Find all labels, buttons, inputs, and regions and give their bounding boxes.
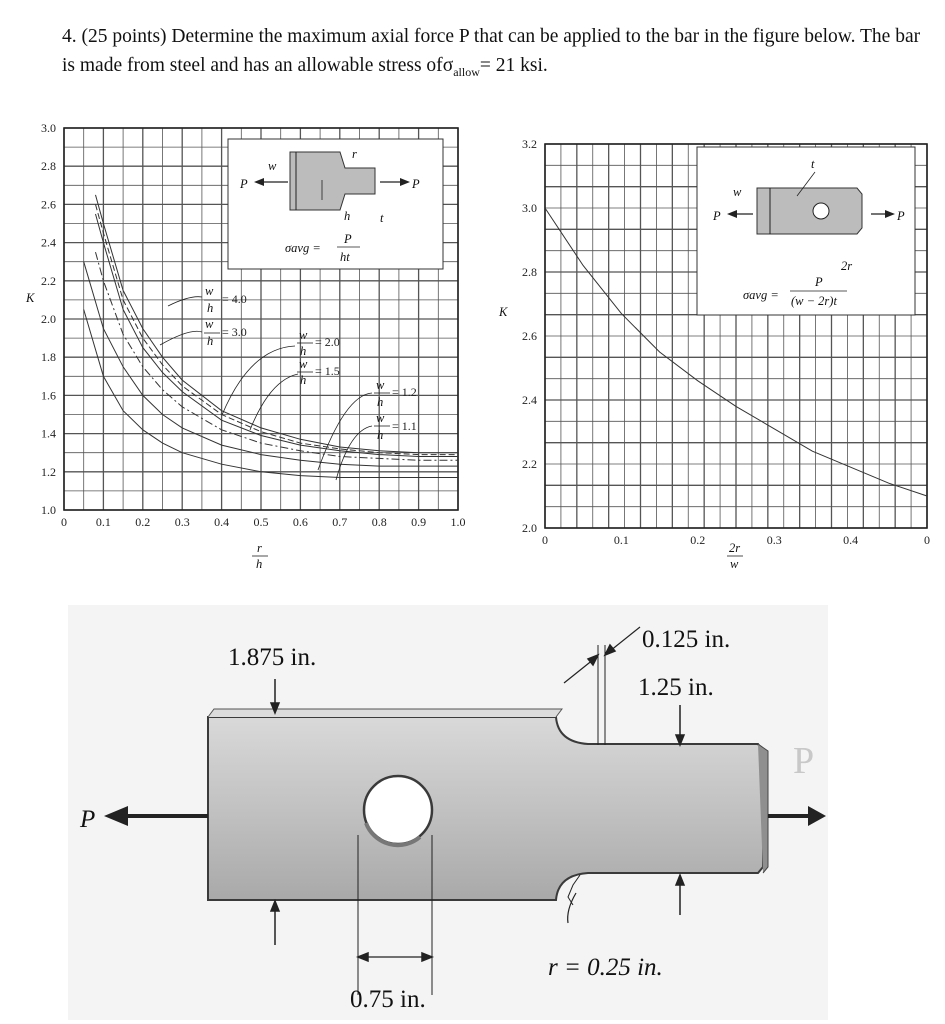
y-tick-label: 2.6 xyxy=(522,329,537,343)
problem-statement xyxy=(62,22,922,87)
bar-figure xyxy=(68,605,828,1020)
x-tick-label: 0.1 xyxy=(95,515,111,529)
fillet-inset xyxy=(228,139,443,269)
x-tick-label: 0.4 xyxy=(843,533,859,547)
x-tick-label: 0 xyxy=(924,533,930,547)
allowable-stress: = 21 ksi. xyxy=(479,55,548,76)
problem-text: Determine the maximum axial force P that can be applied to the bar in the figure below. The bar is made from steel and has an allowable stress of xyxy=(62,26,921,76)
fillet-x-label-num: r xyxy=(257,541,262,555)
annotation-w3-label: = 3.0 xyxy=(222,325,247,339)
inset2-formula-den: (w − 2r)t xyxy=(791,294,837,308)
svg-text:= 4.0: = 4.0 xyxy=(222,292,247,306)
sigma-subscript: allow xyxy=(453,64,480,79)
y-tick-label: 3.0 xyxy=(522,201,537,215)
y-tick-label: 1.6 xyxy=(41,388,56,403)
y-tick-label: 3.0 xyxy=(41,121,56,135)
svg-text:w: w xyxy=(205,317,214,331)
annotation-w12-label: = 1.2 xyxy=(392,385,417,399)
x-tick-label: 0.5 xyxy=(253,515,269,529)
inset2-w: w xyxy=(733,185,742,199)
fillet-annotations xyxy=(204,284,417,442)
inset-h: h xyxy=(344,209,351,223)
inset2-formula-num: P xyxy=(815,275,823,289)
hole-x-label-num: 2r xyxy=(729,541,741,555)
x-tick-label: 0.3 xyxy=(174,515,190,529)
inset2-t: t xyxy=(811,157,815,171)
problem-points: (25 points) xyxy=(81,26,167,47)
fillet-x-label-den: h xyxy=(256,557,263,571)
y-tick-label: 2.2 xyxy=(41,273,56,288)
dim-hole-label: 0.75 in. xyxy=(350,986,426,1013)
svg-text:h: h xyxy=(207,301,214,315)
svg-text:w: w xyxy=(376,378,385,392)
svg-text:w: w xyxy=(299,357,308,371)
svg-text:h: h xyxy=(377,395,384,409)
y-tick-label: 2.8 xyxy=(522,265,537,279)
y-tick-label: 1.2 xyxy=(41,464,56,479)
inset-formula-den: ht xyxy=(340,250,350,264)
annotation-w4: w xyxy=(205,284,214,298)
svg-text:w: w xyxy=(376,411,385,425)
y-tick-label: 2.0 xyxy=(41,312,56,326)
annotation-w11-label: = 1.1 xyxy=(392,419,417,433)
problem-number: 4. xyxy=(62,26,77,47)
radius-label: r = 0.25 in. xyxy=(548,954,663,981)
x-tick-label: 0.9 xyxy=(411,515,427,529)
x-tick-label: 0.6 xyxy=(292,515,308,529)
inset2-force-right: P xyxy=(897,209,905,223)
dim-wide-label: 1.875 in. xyxy=(228,644,317,671)
y-tick-label: 3.2 xyxy=(522,137,537,151)
y-tick-label: 1.8 xyxy=(41,350,56,365)
svg-text:h: h xyxy=(377,428,384,442)
series-line-4 xyxy=(84,262,458,466)
y-tick-label: 2.4 xyxy=(522,393,537,407)
x-tick-label: 0.2 xyxy=(690,533,706,547)
force-left-label: P xyxy=(80,806,96,833)
svg-text:h: h xyxy=(300,373,307,387)
x-tick-label: 0.4 xyxy=(214,515,230,529)
y-tick-label: 1.4 xyxy=(41,426,56,441)
dim-narrow-label: 1.25 in. xyxy=(638,674,714,701)
inset-w: w xyxy=(268,159,277,173)
inset2-force-left: P xyxy=(713,209,721,223)
sigma-symbol: σ xyxy=(442,55,454,76)
inset-force-right: P xyxy=(412,177,420,191)
x-tick-label: 0 xyxy=(542,533,548,547)
y-tick-label: 2.2 xyxy=(522,457,537,471)
hole-y-label: K xyxy=(499,305,508,319)
y-tick-label: 2.6 xyxy=(41,197,56,212)
inset-t: t xyxy=(380,211,384,225)
hole-x-label-den: w xyxy=(730,557,739,571)
force-right-label: P xyxy=(793,740,815,782)
x-tick-label: 0.1 xyxy=(613,533,629,547)
x-tick-label: 0.3 xyxy=(766,533,782,547)
y-tick-label: 2.8 xyxy=(41,159,56,174)
inset-formula-num: P xyxy=(344,232,352,246)
fillet-y-label: K xyxy=(26,291,35,305)
x-tick-label: 0 xyxy=(61,515,67,529)
inset2-formula-lhs: σavg = xyxy=(743,288,779,302)
hole-chart xyxy=(475,110,945,580)
svg-text:h: h xyxy=(300,344,307,358)
annotation-w2-label: = 2.0 xyxy=(315,335,340,349)
svg-text:h: h xyxy=(207,334,214,348)
inset-force-left: P xyxy=(240,177,248,191)
hole-inset xyxy=(697,147,915,315)
y-tick-label: 1.0 xyxy=(41,503,56,517)
inset-formula-lhs: σavg = xyxy=(285,241,321,255)
annotation-w15-label: = 1.5 xyxy=(315,364,340,378)
inset2-2r: 2r xyxy=(841,259,853,273)
dim-step-label: 0.125 in. xyxy=(642,626,731,653)
y-tick-label: 2.4 xyxy=(41,235,56,250)
y-tick-label: 2.0 xyxy=(522,521,537,535)
fillet-chart xyxy=(0,110,475,580)
x-tick-label: 1.0 xyxy=(450,515,466,529)
x-tick-label: 0.7 xyxy=(332,515,348,529)
svg-text:w: w xyxy=(299,328,308,342)
x-tick-label: 0.2 xyxy=(135,515,151,529)
x-tick-label: 0.8 xyxy=(371,515,387,529)
inset-r: r xyxy=(352,147,357,161)
